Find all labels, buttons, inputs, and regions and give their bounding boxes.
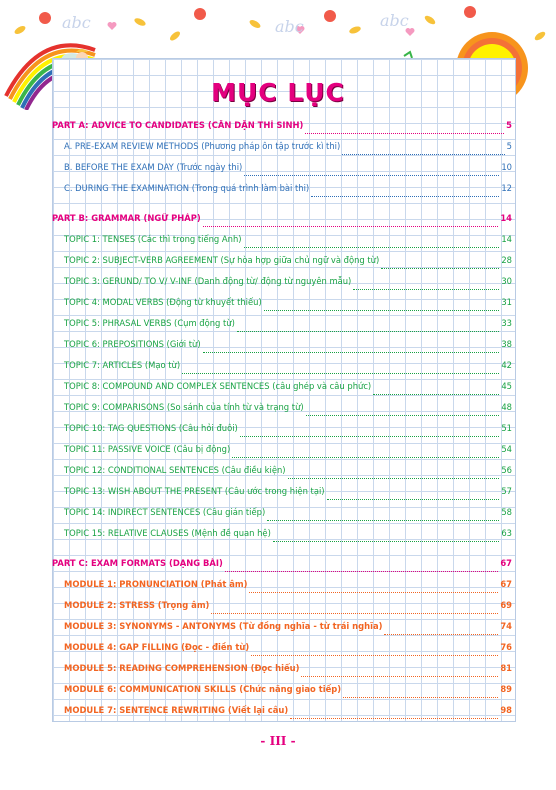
toc-entry[interactable] xyxy=(52,444,512,465)
toc-entry-label: MODULE 7: SENTENCE REWRITING (Viết lại câu) xyxy=(64,705,289,715)
toc-entry-label: MODULE 2: STRESS (Trọng âm) xyxy=(64,600,210,610)
dot-leader xyxy=(211,613,498,614)
dot-leader xyxy=(306,415,500,416)
toc-entry-label: TOPIC 12: CONDITIONAL SENTENCES (Câu điều kiện) xyxy=(64,465,286,475)
toc-entry-label: TOPIC 6: PREPOSITIONS (Giới từ) xyxy=(64,339,201,349)
dot-leader xyxy=(384,634,498,635)
toc-entry-label: TOPIC 13: WISH ABOUT THE PRESENT (Câu ước trong hiện tại) xyxy=(64,486,325,496)
toc-entry-page: 5 xyxy=(506,141,512,151)
page-title: MỤC LỤC xyxy=(211,78,345,107)
toc-entry-label: PART A: ADVICE TO CANDIDATES (CĂN DẶN THÍ SINH) xyxy=(52,120,304,130)
toc-entry-page: 5 xyxy=(506,120,512,130)
toc-entry-label: MODULE 5: READING COMPREHENSION (Đọc hiểu) xyxy=(64,663,300,673)
toc-entry-label: B. BEFORE THE EXAM DAY (Trước ngày thi) xyxy=(64,162,243,172)
toc-entry[interactable] xyxy=(52,486,512,507)
table-of-contents xyxy=(52,120,512,726)
toc-entry-page: 38 xyxy=(501,339,512,349)
dot-leader xyxy=(290,718,498,719)
dot-leader xyxy=(203,352,500,353)
toc-entry-page: 67 xyxy=(500,558,512,568)
toc-part-heading[interactable] xyxy=(52,120,512,141)
toc-entry-label: TOPIC 2: SUBJECT-VERB AGREEMENT (Sự hòa hợp giữa chủ ngữ và động từ) xyxy=(64,255,380,265)
toc-entry-page: 42 xyxy=(501,360,512,370)
dot-leader xyxy=(244,175,499,176)
toc-part-heading[interactable] xyxy=(52,558,512,579)
dot-leader xyxy=(232,457,499,458)
dot-leader xyxy=(225,571,498,572)
dot-leader xyxy=(342,154,504,155)
toc-entry-page: 33 xyxy=(501,318,512,328)
toc-entry-page: 63 xyxy=(501,528,512,538)
toc-entry[interactable] xyxy=(52,234,512,255)
toc-entry[interactable] xyxy=(52,255,512,276)
toc-entry-page: 28 xyxy=(501,255,512,265)
toc-entry[interactable] xyxy=(52,507,512,528)
toc-entry[interactable] xyxy=(52,360,512,381)
toc-entry-label: TOPIC 3: GERUND/ TO V/ V-INF (Danh động từ/ động từ nguyên mẫu) xyxy=(64,276,352,286)
toc-entry-label: MODULE 6: COMMUNICATION SKILLS (Chức năng giao tiếp) xyxy=(64,684,342,694)
dot-leader xyxy=(301,676,498,677)
toc-entry-label: TOPIC 8: COMPOUND AND COMPLEX SENTENCES (câu ghép và câu phức) xyxy=(64,381,372,391)
toc-entry-page: 14 xyxy=(500,213,512,223)
toc-entry[interactable] xyxy=(52,162,512,183)
toc-entry-label: TOPIC 7: ARTICLES (Mạo từ) xyxy=(64,360,181,370)
toc-entry[interactable] xyxy=(52,528,512,549)
toc-entry-label: TOPIC 5: PHRASAL VERBS (Cụm động từ) xyxy=(64,318,235,328)
toc-entry-label: TOPIC 9: COMPARISONS (So sánh của tính từ và trạng từ) xyxy=(64,402,304,412)
dot-leader xyxy=(305,133,504,134)
toc-part-heading[interactable] xyxy=(52,213,512,234)
toc-entry-page: 45 xyxy=(501,381,512,391)
toc-entry-label: PART C: EXAM FORMATS (DẠNG BÀI) xyxy=(52,558,223,568)
dot-leader xyxy=(249,592,498,593)
toc-entry[interactable] xyxy=(52,141,512,162)
toc-entry[interactable] xyxy=(52,465,512,486)
toc-entry-page: 76 xyxy=(500,642,512,652)
toc-entry-label: A. PRE-EXAM REVIEW METHODS (Phương pháp ôn tập trước kì thi) xyxy=(64,141,341,151)
svg-text:abc: abc xyxy=(275,17,304,36)
svg-text:abc: abc xyxy=(62,13,91,32)
toc-entry-label: MODULE 3: SYNONYMS - ANTONYMS (Từ đồng nghĩa - từ trái nghĩa) xyxy=(64,621,383,631)
heart-icon xyxy=(108,22,415,36)
toc-entry-label: TOPIC 10: TAG QUESTIONS (Câu hỏi đuôi) xyxy=(64,423,238,433)
section-gap xyxy=(52,549,512,558)
toc-entry[interactable] xyxy=(52,339,512,360)
toc-entry[interactable] xyxy=(52,600,512,621)
toc-entry-page: 31 xyxy=(501,297,512,307)
toc-entry[interactable] xyxy=(52,684,512,705)
dot-leader xyxy=(288,478,500,479)
toc-entry-label: MODULE 4: GAP FILLING (Đọc - điền từ) xyxy=(64,642,250,652)
toc-entry-label: TOPIC 15: RELATIVE CLAUSES (Mệnh đề quan hệ) xyxy=(64,528,271,538)
dot-leader xyxy=(251,655,498,656)
toc-entry[interactable] xyxy=(52,621,512,642)
dot-leader xyxy=(373,394,499,395)
toc-entry-page: 54 xyxy=(501,444,512,454)
toc-entry[interactable] xyxy=(52,318,512,339)
page-number: - III - xyxy=(260,734,296,748)
section-gap xyxy=(52,204,512,213)
toc-entry[interactable] xyxy=(52,402,512,423)
dot-leader xyxy=(267,520,499,521)
toc-entry[interactable] xyxy=(52,579,512,600)
toc-entry-page: 12 xyxy=(501,183,512,193)
toc-entry-page: 98 xyxy=(500,705,512,715)
toc-entry[interactable] xyxy=(52,297,512,318)
toc-entry[interactable] xyxy=(52,423,512,444)
toc-entry-page: 48 xyxy=(501,402,512,412)
toc-entry-page: 89 xyxy=(500,684,512,694)
svg-text:abc: abc xyxy=(380,11,409,30)
toc-entry-label: TOPIC 1: TENSES (Các thì trong tiếng Anh) xyxy=(64,234,242,244)
toc-entry[interactable] xyxy=(52,705,512,726)
dot-leader xyxy=(182,373,499,374)
dot-leader xyxy=(353,289,499,290)
apple-icon xyxy=(39,6,476,24)
toc-entry-label: PART B: GRAMMAR (NGỮ PHÁP) xyxy=(52,213,201,223)
toc-entry-page: 58 xyxy=(501,507,512,517)
toc-entry-label: MODULE 1: PRONUNCIATION (Phát âm) xyxy=(64,579,248,589)
toc-entry[interactable] xyxy=(52,381,512,402)
toc-entry[interactable] xyxy=(52,663,512,684)
toc-entry-page: 74 xyxy=(500,621,512,631)
dot-leader xyxy=(240,436,500,437)
dot-leader xyxy=(381,268,499,269)
dot-leader xyxy=(311,196,499,197)
dot-leader xyxy=(237,331,499,332)
toc-entry-label: TOPIC 4: MODAL VERBS (Động từ khuyết thiếu) xyxy=(64,297,262,307)
toc-entry-label: TOPIC 11: PASSIVE VOICE (Câu bị động) xyxy=(64,444,231,454)
toc-entry-page: 14 xyxy=(501,234,512,244)
toc-entry-page: 10 xyxy=(501,162,512,172)
toc-entry[interactable] xyxy=(52,642,512,663)
dot-leader xyxy=(203,226,499,227)
dot-leader xyxy=(327,499,500,500)
toc-entry-page: 81 xyxy=(500,663,512,673)
dot-leader xyxy=(244,247,500,248)
toc-entry-page: 57 xyxy=(501,486,512,496)
toc-entry-label: C. DURING THE EXAMINATION (Trong quá trình làm bài thi) xyxy=(64,183,310,193)
toc-entry[interactable] xyxy=(52,183,512,204)
toc-entry-page: 51 xyxy=(501,423,512,433)
toc-entry-label: TOPIC 14: INDIRECT SENTENCES (Câu gián tiếp) xyxy=(64,507,266,517)
dot-leader xyxy=(273,541,499,542)
toc-entry-page: 56 xyxy=(501,465,512,475)
toc-entry[interactable] xyxy=(52,276,512,297)
toc-entry-page: 30 xyxy=(501,276,512,286)
dot-leader xyxy=(264,310,500,311)
dot-leader xyxy=(343,697,498,698)
toc-entry-page: 67 xyxy=(500,579,512,589)
toc-entry-page: 69 xyxy=(500,600,512,610)
